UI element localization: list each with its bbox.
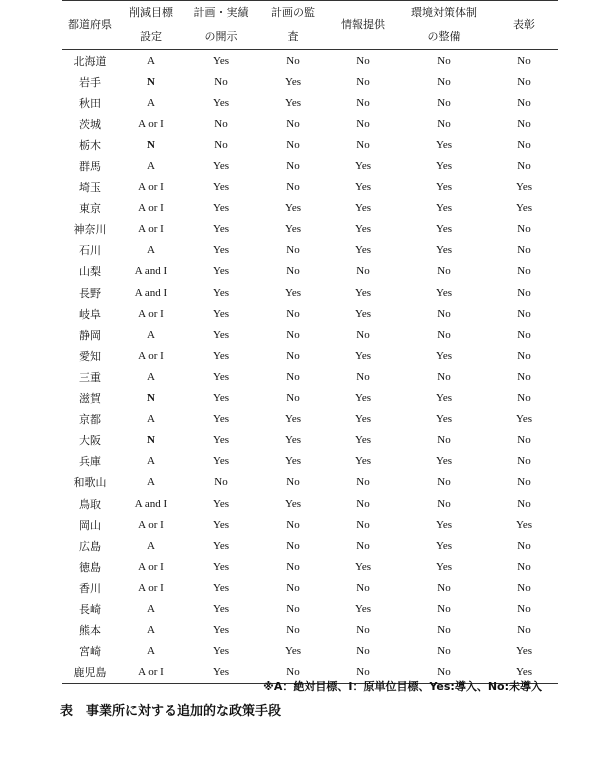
column-header	[258, 1, 328, 50]
table-cell: Yes	[435, 455, 452, 468]
table-cell: Yes	[284, 75, 301, 88]
table-cell: No	[286, 560, 300, 573]
table-cell: No	[517, 370, 531, 383]
table-cell: Yes	[515, 202, 532, 215]
table-cell: No	[517, 328, 531, 341]
column-header	[62, 1, 118, 50]
table-cell: Yes	[435, 244, 452, 257]
table-cell: Yes	[212, 602, 229, 615]
table-row	[62, 198, 558, 219]
column-header	[118, 1, 184, 50]
prefecture-cell: 石川	[79, 244, 101, 258]
column-header-line: の開示	[204, 30, 238, 43]
table-cell: N	[147, 138, 155, 151]
table-cell: Yes	[212, 497, 229, 510]
table-caption: 表 事業所に対する追加的な政策手段	[60, 704, 282, 719]
table-cell: No	[286, 518, 300, 531]
prefecture-cell: 群馬	[79, 160, 101, 174]
table-cell: No	[437, 434, 451, 447]
table-cell: Yes	[212, 286, 229, 299]
table-cell: No	[286, 328, 300, 341]
prefecture-cell: 栃木	[79, 138, 101, 152]
table-cell: Yes	[515, 181, 532, 194]
table-cell: Yes	[435, 392, 452, 405]
table-cell: Yes	[212, 539, 229, 552]
table-cell: Yes	[515, 645, 532, 658]
table-cell: A and I	[134, 286, 168, 299]
table-row	[62, 177, 558, 198]
table-row	[62, 113, 558, 134]
table-cell: Yes	[284, 223, 301, 236]
table-cell: No	[286, 624, 300, 637]
table-row	[62, 472, 558, 493]
table-cell: Yes	[212, 560, 229, 573]
table-cell: Yes	[212, 307, 229, 320]
table-row	[62, 261, 558, 282]
table-cell: Yes	[515, 518, 532, 531]
table-cell: No	[517, 307, 531, 320]
table-cell: No	[437, 96, 451, 109]
table-row	[62, 282, 558, 303]
table-cell: No	[286, 54, 300, 67]
table-cell: No	[356, 476, 370, 489]
table-cell: No	[398, 662, 490, 684]
table-cell: No	[437, 328, 451, 341]
table-body	[62, 50, 558, 684]
table-row	[62, 345, 558, 366]
table-cell: No	[356, 539, 370, 552]
table-row	[62, 451, 558, 472]
table-cell: No	[437, 497, 451, 510]
prefecture-cell: 長野	[79, 286, 101, 300]
table-cell: No	[437, 476, 451, 489]
table-cell: Yes	[284, 202, 301, 215]
column-header-line: 環境対策体制	[411, 6, 477, 19]
table-cell: A	[147, 160, 155, 173]
table-cell: Yes	[354, 602, 371, 615]
table-row	[62, 303, 558, 324]
table-cell: No	[517, 75, 531, 88]
table-cell: No	[214, 476, 228, 489]
table-cell: No	[356, 645, 370, 658]
table-cell: No	[356, 265, 370, 278]
column-header	[328, 1, 398, 50]
table-cell: No	[517, 455, 531, 468]
prefecture-cell: 大阪	[79, 434, 101, 448]
table-cell: A or I	[138, 202, 164, 215]
table-cell: Yes	[490, 662, 558, 684]
prefecture-cell: 滋賀	[79, 392, 101, 406]
table-cell: No	[517, 96, 531, 109]
table-cell: No	[356, 96, 370, 109]
table-row	[62, 50, 558, 72]
table-cell: No	[517, 349, 531, 362]
table-cell: Yes	[212, 455, 229, 468]
column-header-line: 計画・実績	[193, 6, 249, 19]
table-cell: No	[286, 181, 300, 194]
prefecture-cell: 北海道	[73, 54, 107, 68]
table-note: ※A：絶対目標、I：原単位目標、Yes:導入、No:未導入	[263, 680, 542, 693]
table-cell: No	[517, 244, 531, 257]
table-row	[62, 155, 558, 176]
table-cell: Yes	[284, 286, 301, 299]
column-header-line: 表彰	[513, 18, 535, 31]
table-cell: A or I	[118, 662, 184, 684]
table-cell: Yes	[435, 223, 452, 236]
prefecture-cell: 山梨	[79, 265, 101, 279]
table-cell: N	[147, 392, 155, 405]
table-row	[62, 577, 558, 598]
column-header-line: 情報提供	[341, 18, 385, 31]
table-cell: Yes	[212, 244, 229, 257]
column-header-line: 都道府県	[68, 18, 112, 31]
table-cell: No	[356, 518, 370, 531]
table-cell: A	[147, 413, 155, 426]
table-cell: No	[286, 349, 300, 362]
table-cell: No	[214, 138, 228, 151]
prefecture-cell: 岩手	[79, 75, 101, 89]
table-cell: Yes	[212, 54, 229, 67]
table-cell: Yes	[354, 286, 371, 299]
table-cell: Yes	[212, 645, 229, 658]
table-cell: No	[258, 662, 328, 684]
table-cell: Yes	[354, 560, 371, 573]
table-cell: Yes	[284, 434, 301, 447]
table-cell: Yes	[212, 181, 229, 194]
table-cell: No	[517, 223, 531, 236]
table-cell: No	[286, 370, 300, 383]
table-cell: No	[517, 497, 531, 510]
table-cell: No	[356, 497, 370, 510]
prefecture-cell: 静岡	[79, 328, 101, 342]
table-cell: A	[147, 476, 155, 489]
column-header	[398, 1, 490, 50]
column-header-line: の整備	[427, 30, 461, 43]
table-cell: A	[147, 645, 155, 658]
table-header	[62, 1, 558, 50]
table-cell: Yes	[284, 413, 301, 426]
table-cell: A or I	[138, 223, 164, 236]
table-cell: Yes	[435, 138, 452, 151]
prefecture-cell: 茨城	[79, 117, 101, 131]
table-cell: No	[286, 138, 300, 151]
table-cell: Yes	[284, 455, 301, 468]
table-cell: Yes	[435, 160, 452, 173]
table-cell: No	[517, 581, 531, 594]
document-page	[60, 0, 558, 719]
table-cell: Yes	[212, 370, 229, 383]
table-cell: No	[437, 624, 451, 637]
table-cell: No	[517, 476, 531, 489]
prefecture-cell: 和歌山	[73, 476, 107, 490]
table-cell: No	[437, 602, 451, 615]
table-cell: Yes	[435, 560, 452, 573]
table-cell: No	[286, 117, 300, 130]
table-cell: No	[517, 138, 531, 151]
table-cell: Yes	[212, 223, 229, 236]
table-cell: A and I	[134, 497, 168, 510]
table-cell: A	[147, 624, 155, 637]
prefecture-cell: 秋田	[79, 96, 101, 110]
table-cell: Yes	[212, 202, 229, 215]
table-cell: No	[214, 75, 228, 88]
table-cell: No	[356, 370, 370, 383]
table-cell: No	[517, 539, 531, 552]
table-cell: No	[356, 624, 370, 637]
table-cell: No	[356, 328, 370, 341]
table-row	[62, 366, 558, 387]
table-row	[62, 388, 558, 409]
table-row	[62, 324, 558, 345]
table-cell: A and I	[134, 265, 168, 278]
table-cell: No	[517, 434, 531, 447]
table-cell: N	[147, 434, 155, 447]
table-cell: No	[437, 75, 451, 88]
table-cell: Yes	[354, 434, 371, 447]
table-cell: Yes	[212, 413, 229, 426]
table-cell: No	[356, 117, 370, 130]
table-cell: Yes	[354, 349, 371, 362]
table-cell: Yes	[435, 286, 452, 299]
prefecture-cell: 香川	[79, 581, 101, 595]
prefecture-cell: 岐阜	[79, 307, 101, 321]
table-cell: No	[517, 286, 531, 299]
table-cell: Yes	[212, 265, 229, 278]
prefecture-cell: 三重	[79, 370, 101, 384]
table-cell: N	[147, 75, 155, 88]
table-cell: Yes	[212, 328, 229, 341]
table-cell: Yes	[435, 413, 452, 426]
table-cell: Yes	[354, 223, 371, 236]
table-row	[62, 92, 558, 113]
table-cell: Yes	[435, 349, 452, 362]
table-cell: No	[286, 307, 300, 320]
policy-table	[62, 0, 558, 684]
table-cell: No	[517, 602, 531, 615]
table-cell: A	[147, 455, 155, 468]
table-cell: A	[147, 96, 155, 109]
prefecture-cell: 広島	[79, 539, 101, 553]
table-cell: No	[517, 560, 531, 573]
table-cell: A or I	[138, 307, 164, 320]
table-cell: A or I	[138, 518, 164, 531]
table-cell: Yes	[354, 455, 371, 468]
prefecture-cell: 神奈川	[73, 223, 107, 237]
prefecture-cell: 愛知	[79, 349, 101, 363]
table-cell: No	[356, 581, 370, 594]
table-cell: Yes	[515, 413, 532, 426]
prefecture-cell: 宮崎	[79, 645, 101, 659]
prefecture-cell: 埼玉	[79, 181, 101, 195]
column-header-line: 査	[287, 30, 299, 43]
table-cell: No	[286, 160, 300, 173]
column-header-line: 設定	[140, 30, 162, 43]
table-cell: No	[437, 370, 451, 383]
prefecture-cell: 東京	[79, 202, 101, 216]
table-cell: No	[286, 581, 300, 594]
table-row	[62, 556, 558, 577]
table-cell: No	[286, 244, 300, 257]
table-cell: No	[356, 138, 370, 151]
table-cell: No	[517, 117, 531, 130]
table-cell: No	[286, 539, 300, 552]
table-cell: No	[437, 265, 451, 278]
table-cell: Yes	[212, 349, 229, 362]
table-cell: No	[328, 662, 398, 684]
table-cell: No	[437, 117, 451, 130]
column-header	[184, 1, 258, 50]
table-row	[62, 641, 558, 662]
prefecture-cell: 岡山	[79, 518, 101, 532]
prefecture-cell: 京都	[79, 413, 101, 427]
column-header-line: 削減目標	[129, 6, 173, 19]
table-cell: Yes	[184, 662, 258, 684]
table-row	[62, 409, 558, 430]
table-cell: A	[147, 539, 155, 552]
table-cell: Yes	[212, 160, 229, 173]
table-cell: Yes	[354, 413, 371, 426]
prefecture-cell: 鳥取	[79, 497, 101, 511]
table-row	[62, 134, 558, 155]
table-cell: Yes	[212, 581, 229, 594]
table-cell: Yes	[284, 497, 301, 510]
table-cell: A or I	[138, 117, 164, 130]
prefecture-cell: 熊本	[79, 624, 101, 638]
table-cell: Yes	[354, 392, 371, 405]
table-cell: A	[147, 244, 155, 257]
table-cell: A	[147, 54, 155, 67]
table-cell: No	[286, 392, 300, 405]
table-cell: A or I	[138, 581, 164, 594]
table-cell: Yes	[354, 160, 371, 173]
table-cell: Yes	[354, 202, 371, 215]
table-row	[62, 535, 558, 556]
table-cell: Yes	[284, 645, 301, 658]
table-cell: No	[517, 54, 531, 67]
table-row	[62, 620, 558, 641]
table-cell: No	[214, 117, 228, 130]
table-cell: No	[517, 624, 531, 637]
table-cell: No	[437, 307, 451, 320]
table-cell: Yes	[284, 96, 301, 109]
table-cell: Yes	[354, 307, 371, 320]
table-cell: Yes	[354, 181, 371, 194]
table-row	[62, 71, 558, 92]
table-cell: A	[147, 370, 155, 383]
table-cell: Yes	[212, 96, 229, 109]
table-cell: No	[356, 54, 370, 67]
prefecture-cell: 長崎	[79, 602, 101, 616]
prefecture-cell: 鹿児島	[62, 662, 118, 684]
table-row	[62, 240, 558, 261]
table-cell: Yes	[435, 202, 452, 215]
prefecture-cell: 徳島	[79, 560, 101, 574]
table-cell: No	[286, 265, 300, 278]
table-cell: Yes	[212, 392, 229, 405]
table-cell: No	[437, 54, 451, 67]
table-cell: Yes	[354, 244, 371, 257]
table-cell: A or I	[138, 560, 164, 573]
table-cell: No	[286, 476, 300, 489]
table-cell: No	[437, 645, 451, 658]
table-row	[62, 493, 558, 514]
table-cell: A or I	[138, 349, 164, 362]
prefecture-cell: 兵庫	[79, 455, 101, 469]
table-row	[62, 219, 558, 240]
table-cell: No	[286, 602, 300, 615]
table-cell: No	[356, 75, 370, 88]
table-cell: Yes	[212, 518, 229, 531]
table-cell: A	[147, 328, 155, 341]
table-cell: Yes	[435, 539, 452, 552]
table-row	[62, 514, 558, 535]
column-header	[490, 1, 558, 50]
table-cell: A	[147, 602, 155, 615]
table-cell: Yes	[435, 181, 452, 194]
table-cell: No	[517, 392, 531, 405]
table-cell: Yes	[212, 434, 229, 447]
table-cell: A or I	[138, 181, 164, 194]
table-row	[62, 430, 558, 451]
table-cell: No	[517, 265, 531, 278]
table-row	[62, 598, 558, 619]
table-cell: Yes	[435, 518, 452, 531]
table-cell: No	[517, 160, 531, 173]
column-header-line: 計画の監	[271, 6, 315, 19]
table-cell: Yes	[212, 624, 229, 637]
table-cell: No	[437, 581, 451, 594]
